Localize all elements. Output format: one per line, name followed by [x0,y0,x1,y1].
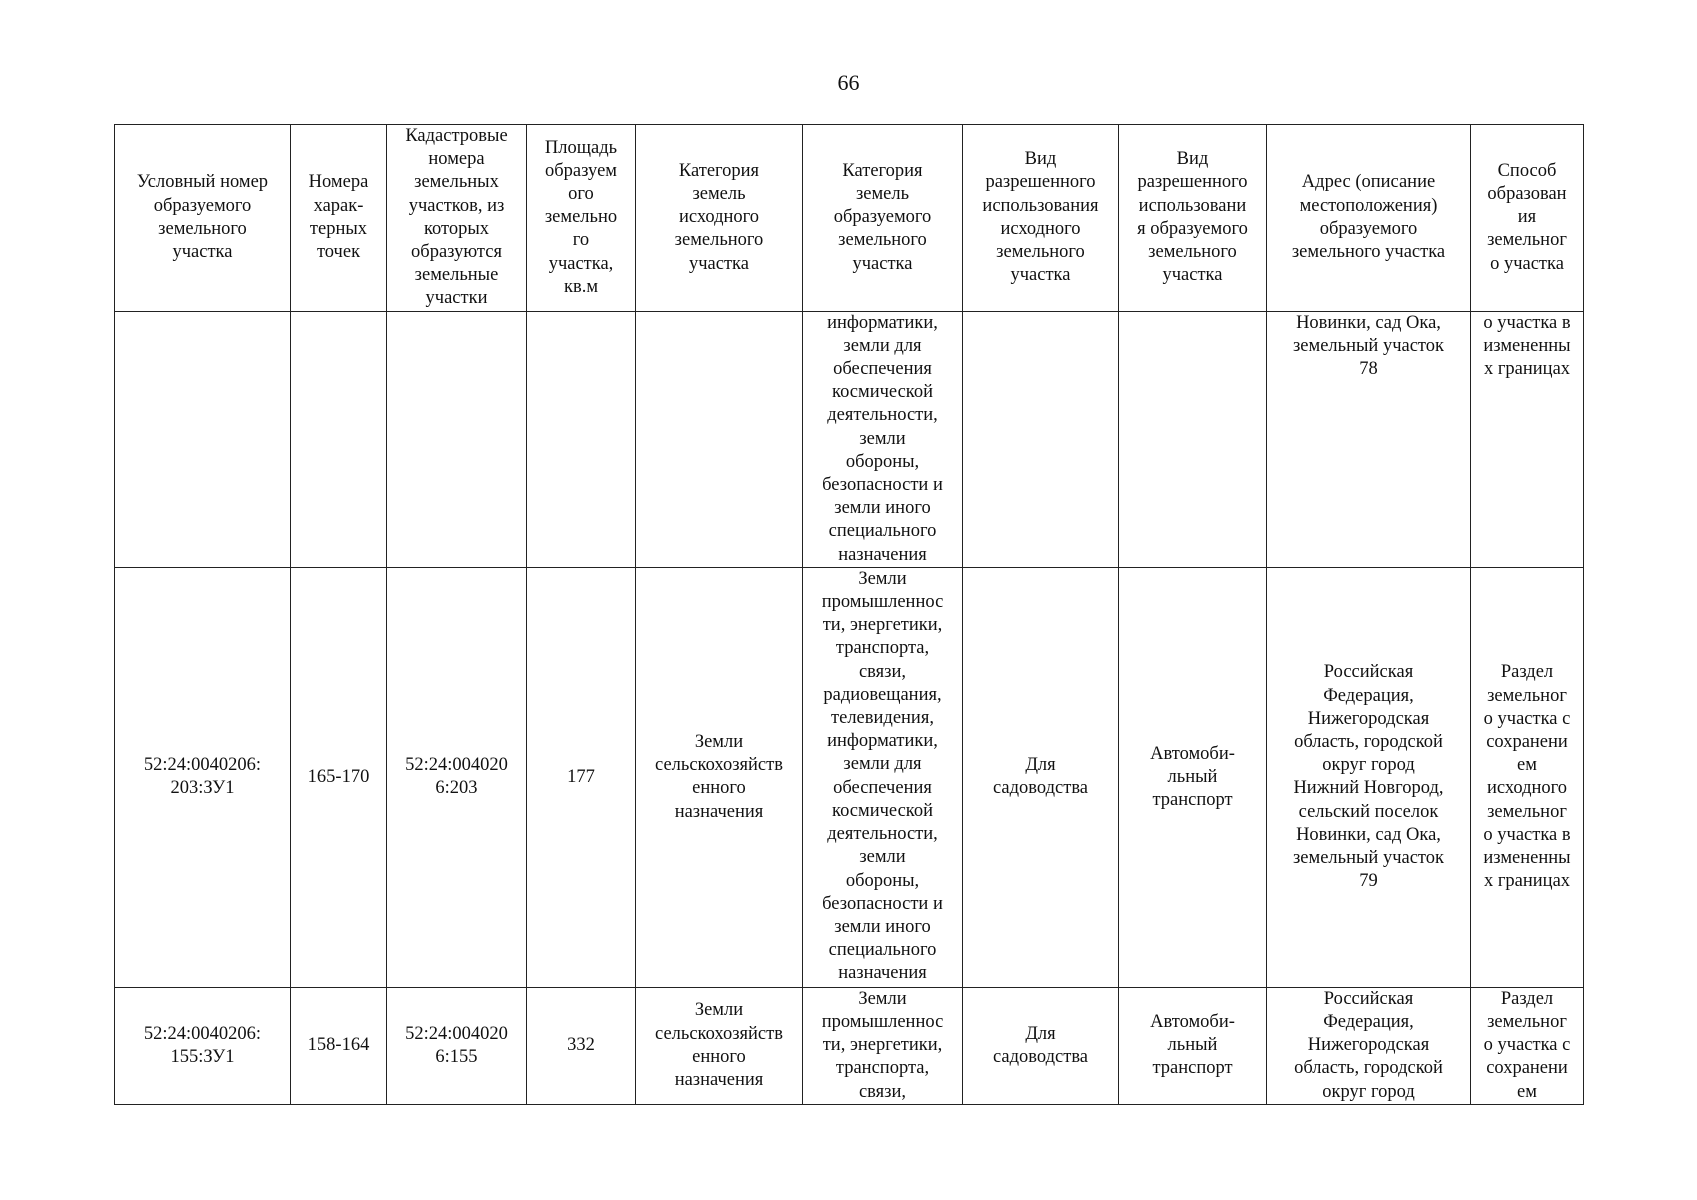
cell-new-category: информатики, земли для обеспечения космической деятельности, земли обороны, безопасности и земли иного специального назначения [803,311,963,567]
cell-parcel-number: 52:24:0040206: 155:ЗУ1 [115,987,291,1104]
cell-new-use [1119,311,1267,567]
header-source-use: Вид разрешенного использования исходного земельного участка [963,125,1119,312]
header-new-use: Вид разрешенного использовани я образуемого земельного участка [1119,125,1267,312]
cell-source-category: Земли сельскохозяйств енного назначения [636,987,803,1104]
table-row [115,311,1584,567]
cell-address: Российская Федерация, Нижегородская область, городской округ город Нижний Новгород, сельский поселок Новинки, сад Ока, земельный участок 79 [1267,567,1471,987]
cell-source-cadastral [387,311,527,567]
header-point-numbers: Номера харак- терных точек [291,125,387,312]
page-number: 66 [837,70,860,95]
cell-area: 177 [527,567,636,987]
table-header-row [115,125,1584,312]
cell-method: Раздел земельног о участка с сохранени ем исходного земельног о участка в измененны х границах [1471,567,1584,987]
table-row [115,987,1584,1104]
cell-source-use [963,311,1119,567]
header-source-cadastral: Кадастровые номера земельных участков, из которых образуются земельные участки [387,125,527,312]
cell-address: Российская Федерация, Нижегородская область, городской округ город [1267,987,1471,1104]
cell-method: Раздел земельног о участка с сохранени ем [1471,987,1584,1104]
table-row [115,567,1584,987]
cell-address: Новинки, сад Ока, земельный участок 78 [1267,311,1471,567]
cell-source-category [636,311,803,567]
cell-point-numbers: 158-164 [291,987,387,1104]
cell-point-numbers [291,311,387,567]
cell-source-category: Земли сельскохозяйств енного назначения [636,567,803,987]
cell-source-use: Для садоводства [963,987,1119,1104]
cell-source-use: Для садоводства [963,567,1119,987]
header-source-category: Категория земель исходного земельного участка [636,125,803,312]
header-parcel-number: Условный номер образуемого земельного участка [115,125,291,312]
cell-area: 332 [527,987,636,1104]
cell-source-cadastral: 52:24:004020 6:203 [387,567,527,987]
cell-source-cadastral: 52:24:004020 6:155 [387,987,527,1104]
cell-parcel-number [115,311,291,567]
cell-new-use: Автомоби- льный транспорт [1119,567,1267,987]
cell-area [527,311,636,567]
header-area: Площадь образуем ого земельно го участка, кв.м [527,125,636,312]
land-parcels-table [114,124,1584,1105]
header-address: Адрес (описание местоположения) образуемого земельного участка [1267,125,1471,312]
cell-point-numbers: 165-170 [291,567,387,987]
cell-method: о участка в измененны х границах [1471,311,1584,567]
header-method: Способ образован ия земельног о участка [1471,125,1584,312]
cell-new-use: Автомоби- льный транспорт [1119,987,1267,1104]
header-new-category: Категория земель образуемого земельного участка [803,125,963,312]
cell-new-category: Земли промышленнос ти, энергетики, транспорта, связи, [803,987,963,1104]
cell-new-category: Земли промышленнос ти, энергетики, транспорта, связи, радиовещания, телевидения, информатики, земли для обеспечения космической деятельности, земли обороны, безопасности и земли иного специального назначения [803,567,963,987]
cell-parcel-number: 52:24:0040206: 203:ЗУ1 [115,567,291,987]
